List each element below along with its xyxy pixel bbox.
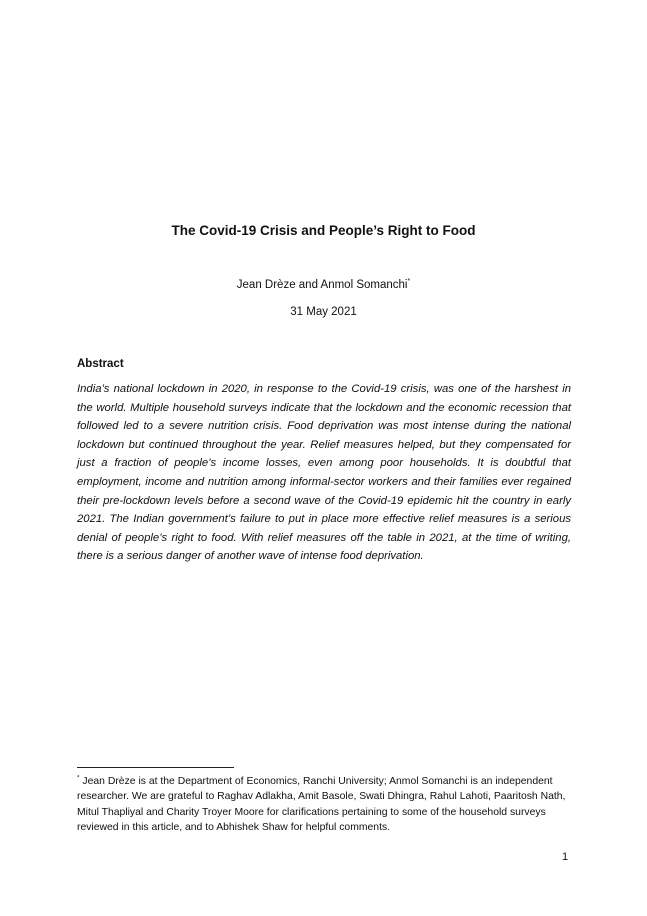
abstract-heading: Abstract bbox=[77, 358, 124, 370]
page-number: 1 bbox=[562, 851, 569, 863]
paper-title: The Covid-19 Crisis and People’s Right to Food bbox=[171, 223, 476, 238]
abstract-text: India’s national lockdown in 2020, in response to the Covid-19 crisis, was one of the harshest in the world. Multiple household surveys indicate that the lockdown and the economic recession that followed led to a severe nutrition crisis. Food deprivation was most intense during the national lockdown but continued throughout the year. Relief measures helped, but they compensated for just a fraction of people’s income losses, even among poor households. It is doubtful that employment, income and nutrition among informal-sector workers and their families ever regained their pre-lockdown levels before a second wave of the Covid-19 epidemic hit the country in early 2021. The Indian government’s failure to put in place more effective relief measures is a serious denial of people’s right to food. With relief measures off the table in 2021, at the time of writing, there is a serious danger of another wave of intense food deprivation. bbox=[77, 383, 571, 563]
author-footnote-marker[interactable]: * bbox=[407, 278, 411, 286]
authors-names: Jean Drèze and Anmol Somanchi bbox=[236, 279, 408, 291]
publication-date: 31 May 2021 bbox=[290, 306, 357, 318]
footnote-marker: * bbox=[77, 774, 80, 782]
footnote-text: Jean Drèze is at the Department of Economics, Ranchi University; Anmol Somanchi is an independent researcher. We are grateful to Raghav Adlakha, Amit Basole, Swati Dhingra, Rahul Lahoti, Paaritosh Nath, Mitul Thapliyal and Charity Troyer Moore for clarifications pertaining to some of the household surveys reviewed in this article, and to Abhishek Shaw for helpful comments. bbox=[77, 776, 566, 834]
author-line bbox=[0, 277, 647, 293]
footnote bbox=[77, 774, 573, 836]
footnote-divider bbox=[77, 767, 234, 768]
